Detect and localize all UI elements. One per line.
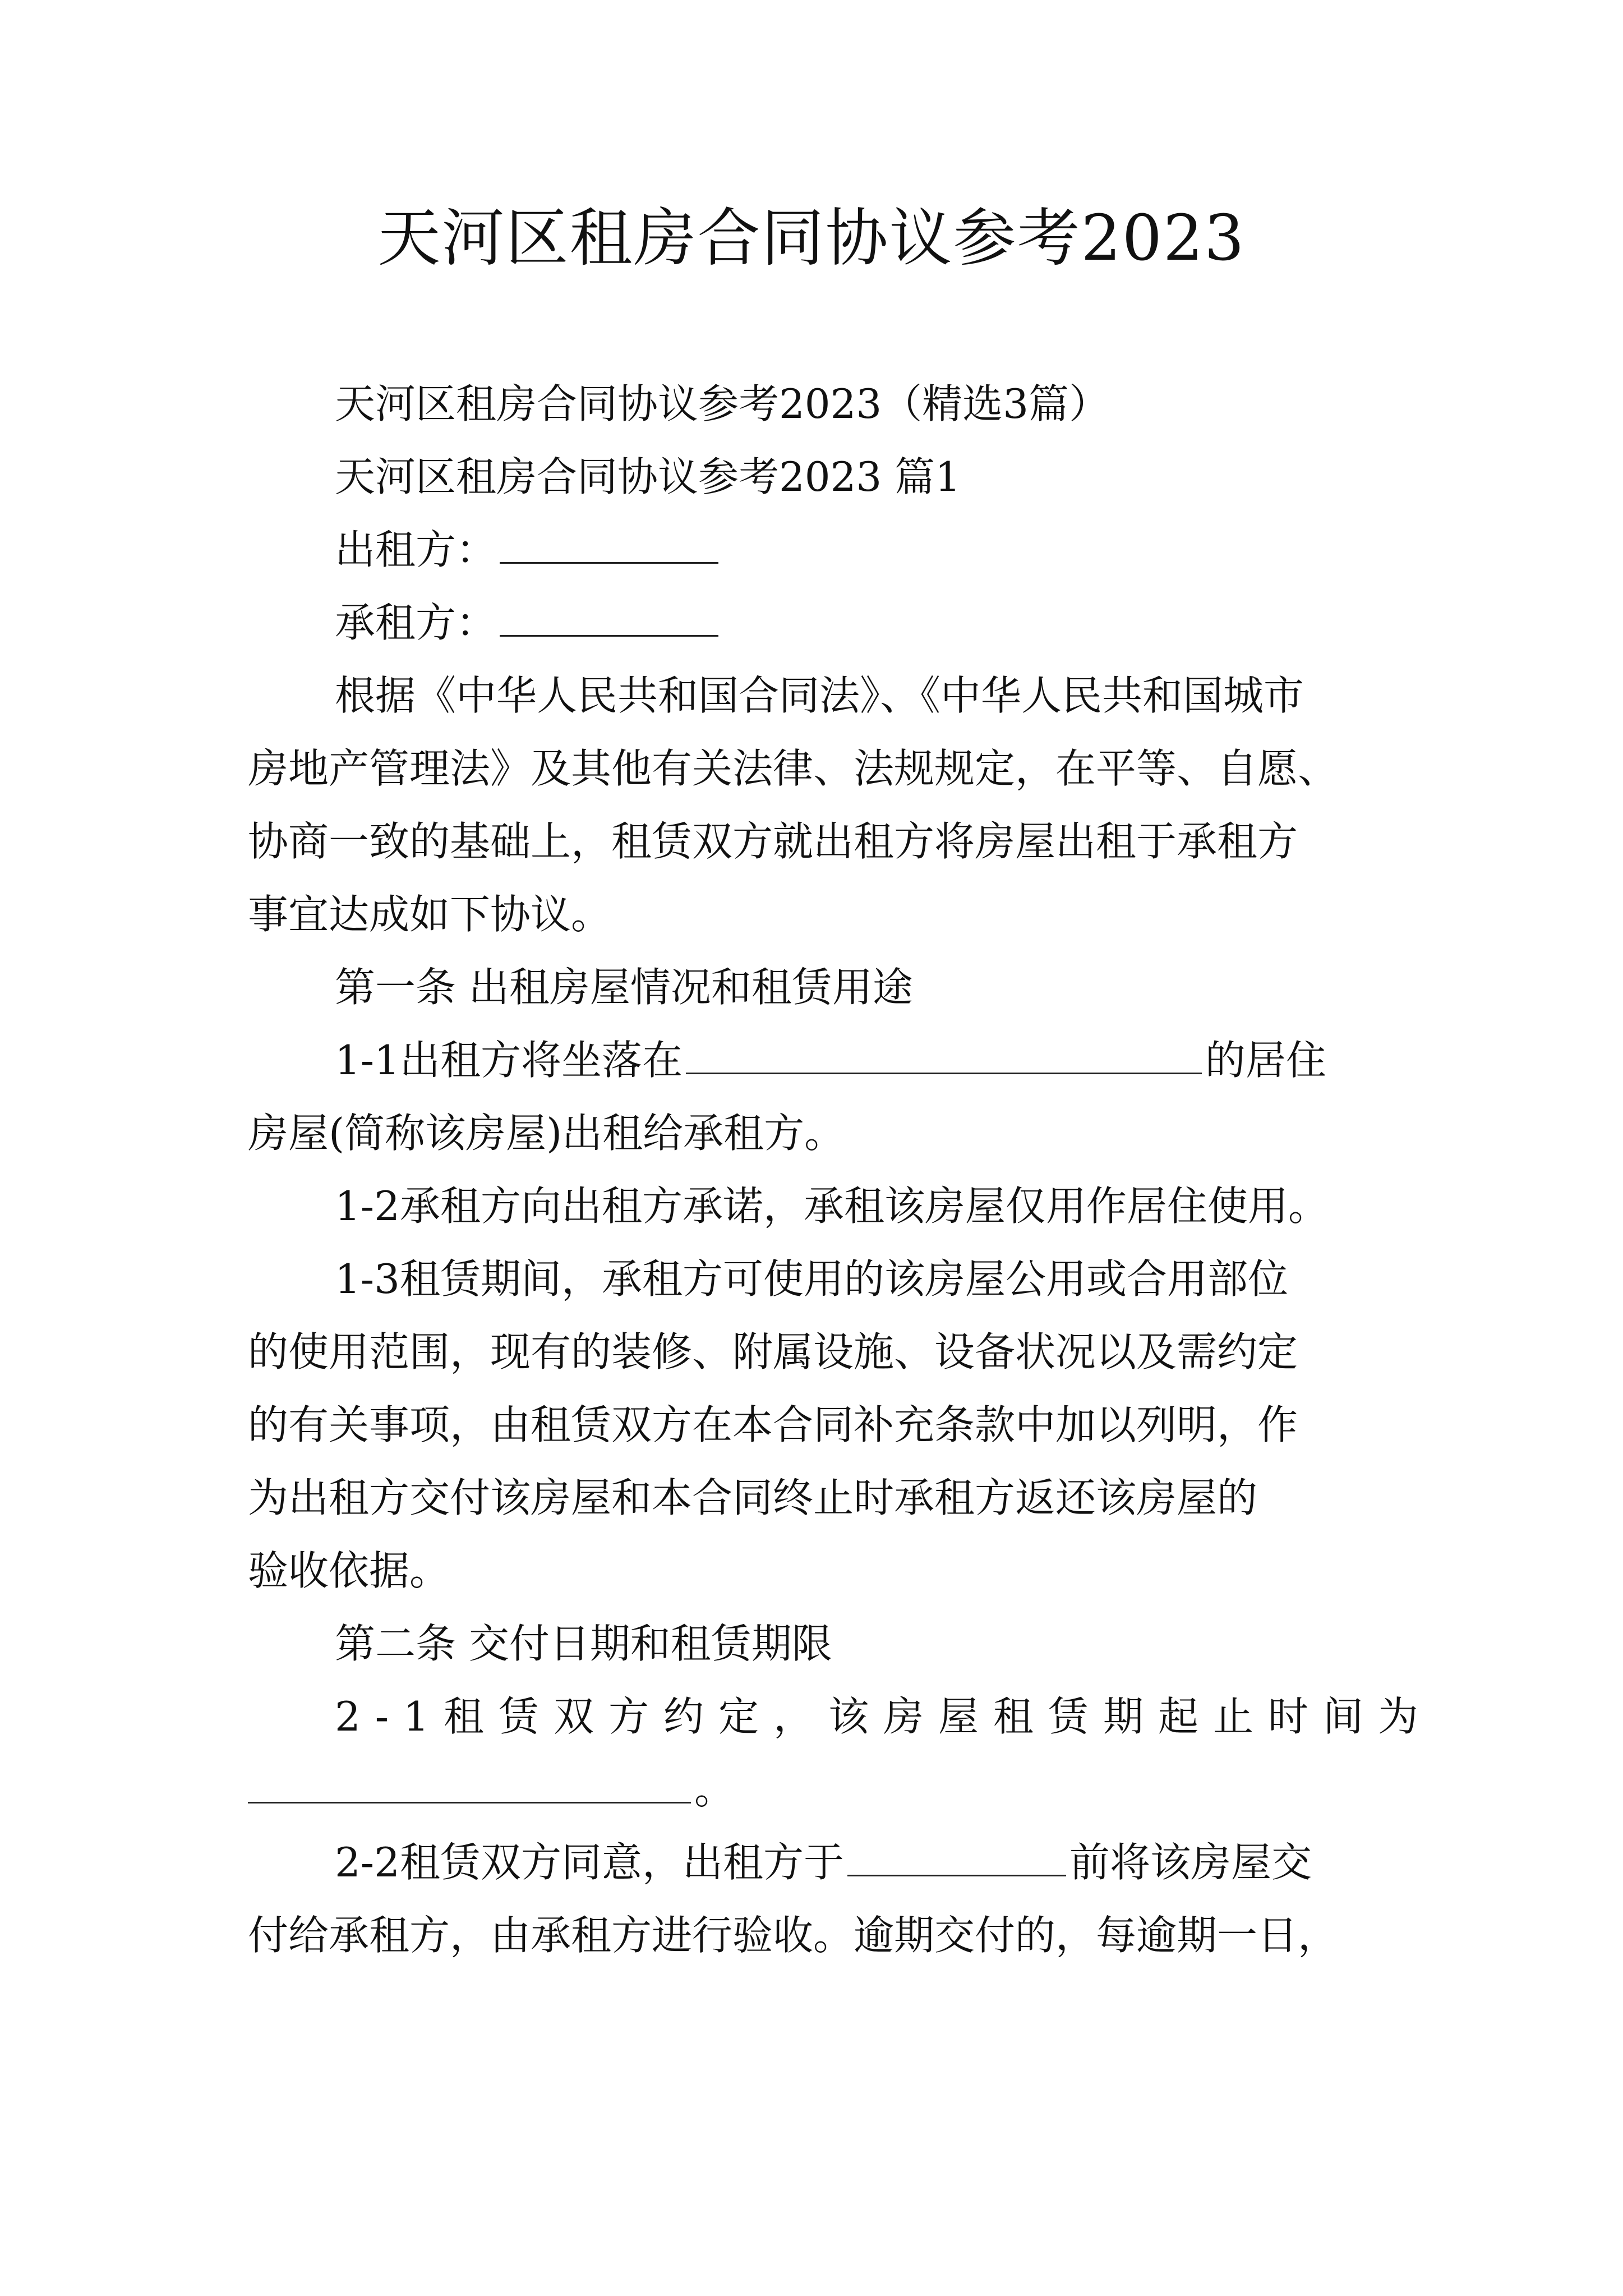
period-blank xyxy=(248,1766,691,1803)
clause-text: 2-2租赁双方同意，出租方于 xyxy=(335,1839,844,1886)
paragraph-line: 的有关事项，由租赁双方在本合同补充条款中加以列明，作 xyxy=(248,1401,1298,1448)
lessee-label: 承租方： xyxy=(335,599,497,646)
paragraph-line: 1-3租赁期间，承租方可使用的该房屋公用或合用部位 xyxy=(335,1255,1288,1303)
paragraph-line: 的使用范围，现有的装修、附属设施、设备状况以及需约定 xyxy=(248,1328,1298,1375)
clause-text: 1-1出租方将坐落在 xyxy=(335,1037,683,1084)
paragraph-line: 根据《中华人民共和国合同法》、《中华人民共和国城市 xyxy=(335,672,1304,719)
address-blank xyxy=(686,1037,1202,1074)
paragraph-line: 事宜达成如下协议。 xyxy=(248,891,612,938)
clause-text: 前将该房屋交 xyxy=(1069,1839,1312,1886)
lessee-blank xyxy=(500,599,718,637)
delivery-date-blank xyxy=(847,1839,1066,1876)
lessee-line xyxy=(335,592,722,654)
paragraph-line: 房地产管理法》及其他有关法律、法规规定，在平等、自愿、 xyxy=(248,745,1339,792)
article-heading: 第二条 交付日期和租赁期限 xyxy=(335,1620,832,1667)
paragraph-line xyxy=(335,1029,1326,1091)
paragraph-line: 为出租方交付该房屋和本合同终止时承租方返还该房屋的 xyxy=(248,1474,1258,1521)
subtitle-line: 天河区租房合同协议参考2023（精选3篇） xyxy=(335,380,1110,427)
paragraph-line: 验收依据。 xyxy=(248,1547,450,1594)
paragraph-line: 2-1租赁双方约定，该房屋租赁期起止时间为 xyxy=(335,1693,1433,1740)
document-title: 天河区租房合同协议参考2023 xyxy=(377,202,1246,275)
paragraph-line: 协商一致的基础上，租赁双方就出租方将房屋出租于承租方 xyxy=(248,818,1298,865)
paragraph-line: 1-2承租方向出租方承诺，承租该房屋仅用作居住使用。 xyxy=(335,1182,1329,1230)
paragraph-line xyxy=(335,1832,1312,1893)
article-heading: 第一条 出租房屋情况和租赁用途 xyxy=(335,964,913,1011)
paragraph-line: 付给承租方，由承租方进行验收。逾期交付的，每逾期一日， xyxy=(248,1912,1339,1959)
lessor-blank xyxy=(500,526,718,564)
clause-text: 的居住 xyxy=(1205,1037,1326,1084)
section-heading: 天河区租房合同协议参考2023 篇1 xyxy=(335,453,961,500)
paragraph-line: 房屋(简称该房屋)出租给承租方。 xyxy=(248,1110,845,1157)
paragraph-line xyxy=(248,1759,735,1820)
lessor-line xyxy=(335,519,722,581)
clause-text: 。 xyxy=(694,1766,735,1813)
lessor-label: 出租方： xyxy=(335,526,497,573)
